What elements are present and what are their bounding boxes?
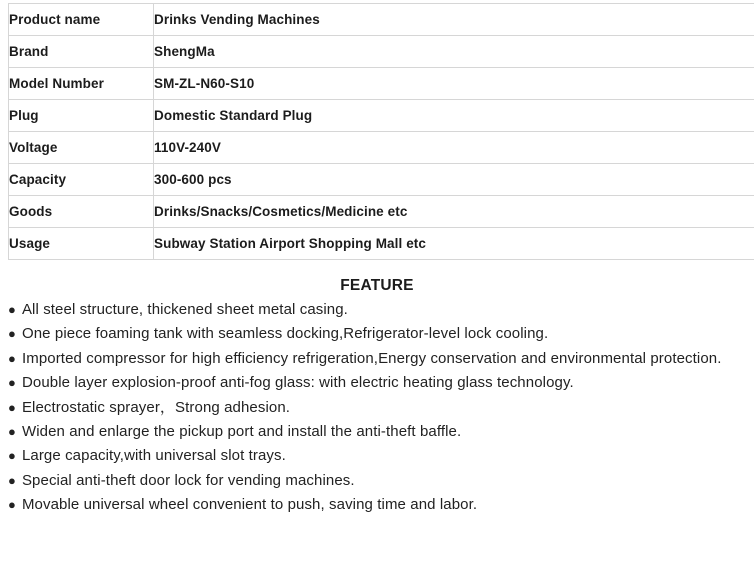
feature-item bbox=[8, 469, 740, 493]
feature-list bbox=[0, 298, 754, 518]
spec-label-cell: Product name bbox=[9, 4, 154, 36]
spec-value-cell: 300-600 pcs bbox=[154, 164, 754, 196]
spec-row bbox=[9, 36, 754, 68]
feature-item-text: Widen and enlarge the pickup port and install the anti-theft baffle. bbox=[21, 423, 462, 441]
product-description-page bbox=[0, 3, 754, 574]
feature-item bbox=[8, 298, 740, 322]
spec-row bbox=[9, 164, 754, 196]
spec-label-cell: Capacity bbox=[9, 164, 154, 196]
feature-item bbox=[8, 347, 740, 371]
spec-row bbox=[9, 196, 754, 228]
spec-table bbox=[8, 3, 754, 260]
spec-value-cell: Drinks Vending Machines bbox=[154, 4, 754, 36]
spec-value-cell: 110V-240V bbox=[154, 132, 754, 164]
spec-value-cell: Drinks/Snacks/Cosmetics/Medicine etc bbox=[154, 196, 754, 228]
feature-item bbox=[8, 396, 740, 420]
bullet-icon: ● bbox=[8, 326, 16, 342]
bullet-icon: ● bbox=[8, 424, 16, 440]
bullet-icon: ● bbox=[8, 448, 16, 464]
feature-item-text: Movable universal wheel convenient to push, saving time and labor. bbox=[21, 496, 478, 514]
spec-label-cell: Plug bbox=[9, 100, 154, 132]
feature-item bbox=[8, 420, 740, 444]
spec-table-body bbox=[9, 4, 754, 260]
spec-row bbox=[9, 228, 754, 260]
spec-row bbox=[9, 132, 754, 164]
feature-item-text: Double layer explosion-proof anti-fog glass: with electric heating glass technology. bbox=[21, 374, 574, 392]
feature-item-text: Imported compressor for high efficiency refrigeration,Energy conservation and environmental protection. bbox=[21, 349, 722, 367]
bullet-icon: ● bbox=[8, 302, 16, 317]
spec-row bbox=[9, 4, 754, 36]
bullet-icon: ● bbox=[8, 399, 16, 415]
feature-item bbox=[8, 493, 740, 517]
bullet-icon: ● bbox=[8, 350, 16, 366]
feature-item-text: Large capacity,with universal slot trays. bbox=[21, 447, 286, 465]
feature-item-text: One piece foaming tank with seamless docking,Refrigerator-level lock cooling. bbox=[21, 325, 549, 343]
spec-row bbox=[9, 100, 754, 132]
spec-value-cell: ShengMa bbox=[154, 36, 754, 68]
feature-item bbox=[8, 371, 740, 395]
feature-item bbox=[8, 444, 740, 468]
feature-heading: FEATURE bbox=[340, 277, 414, 294]
spec-label-cell: Model Number bbox=[9, 68, 154, 100]
spec-label-cell: Voltage bbox=[9, 132, 154, 164]
spec-label-cell: Usage bbox=[9, 228, 154, 260]
bullet-icon: ● bbox=[8, 375, 16, 391]
spec-value-cell: Subway Station Airport Shopping Mall etc bbox=[154, 228, 754, 260]
spec-label-cell: Brand bbox=[9, 36, 154, 68]
bullet-icon: ● bbox=[8, 497, 16, 513]
spec-label-cell: Goods bbox=[9, 196, 154, 228]
feature-item-text: Electrostatic sprayer，Strong adhesion. bbox=[21, 398, 291, 416]
spec-row bbox=[9, 68, 754, 100]
feature-item-text: All steel structure, thickened sheet metal casing. bbox=[21, 301, 348, 318]
feature-item bbox=[8, 322, 740, 346]
spec-value-cell: SM-ZL-N60-S10 bbox=[154, 68, 754, 100]
feature-item-text: Special anti-theft door lock for vending machines. bbox=[21, 471, 355, 489]
bullet-icon: ● bbox=[8, 472, 16, 488]
spec-value-cell: Domestic Standard Plug bbox=[154, 100, 754, 132]
